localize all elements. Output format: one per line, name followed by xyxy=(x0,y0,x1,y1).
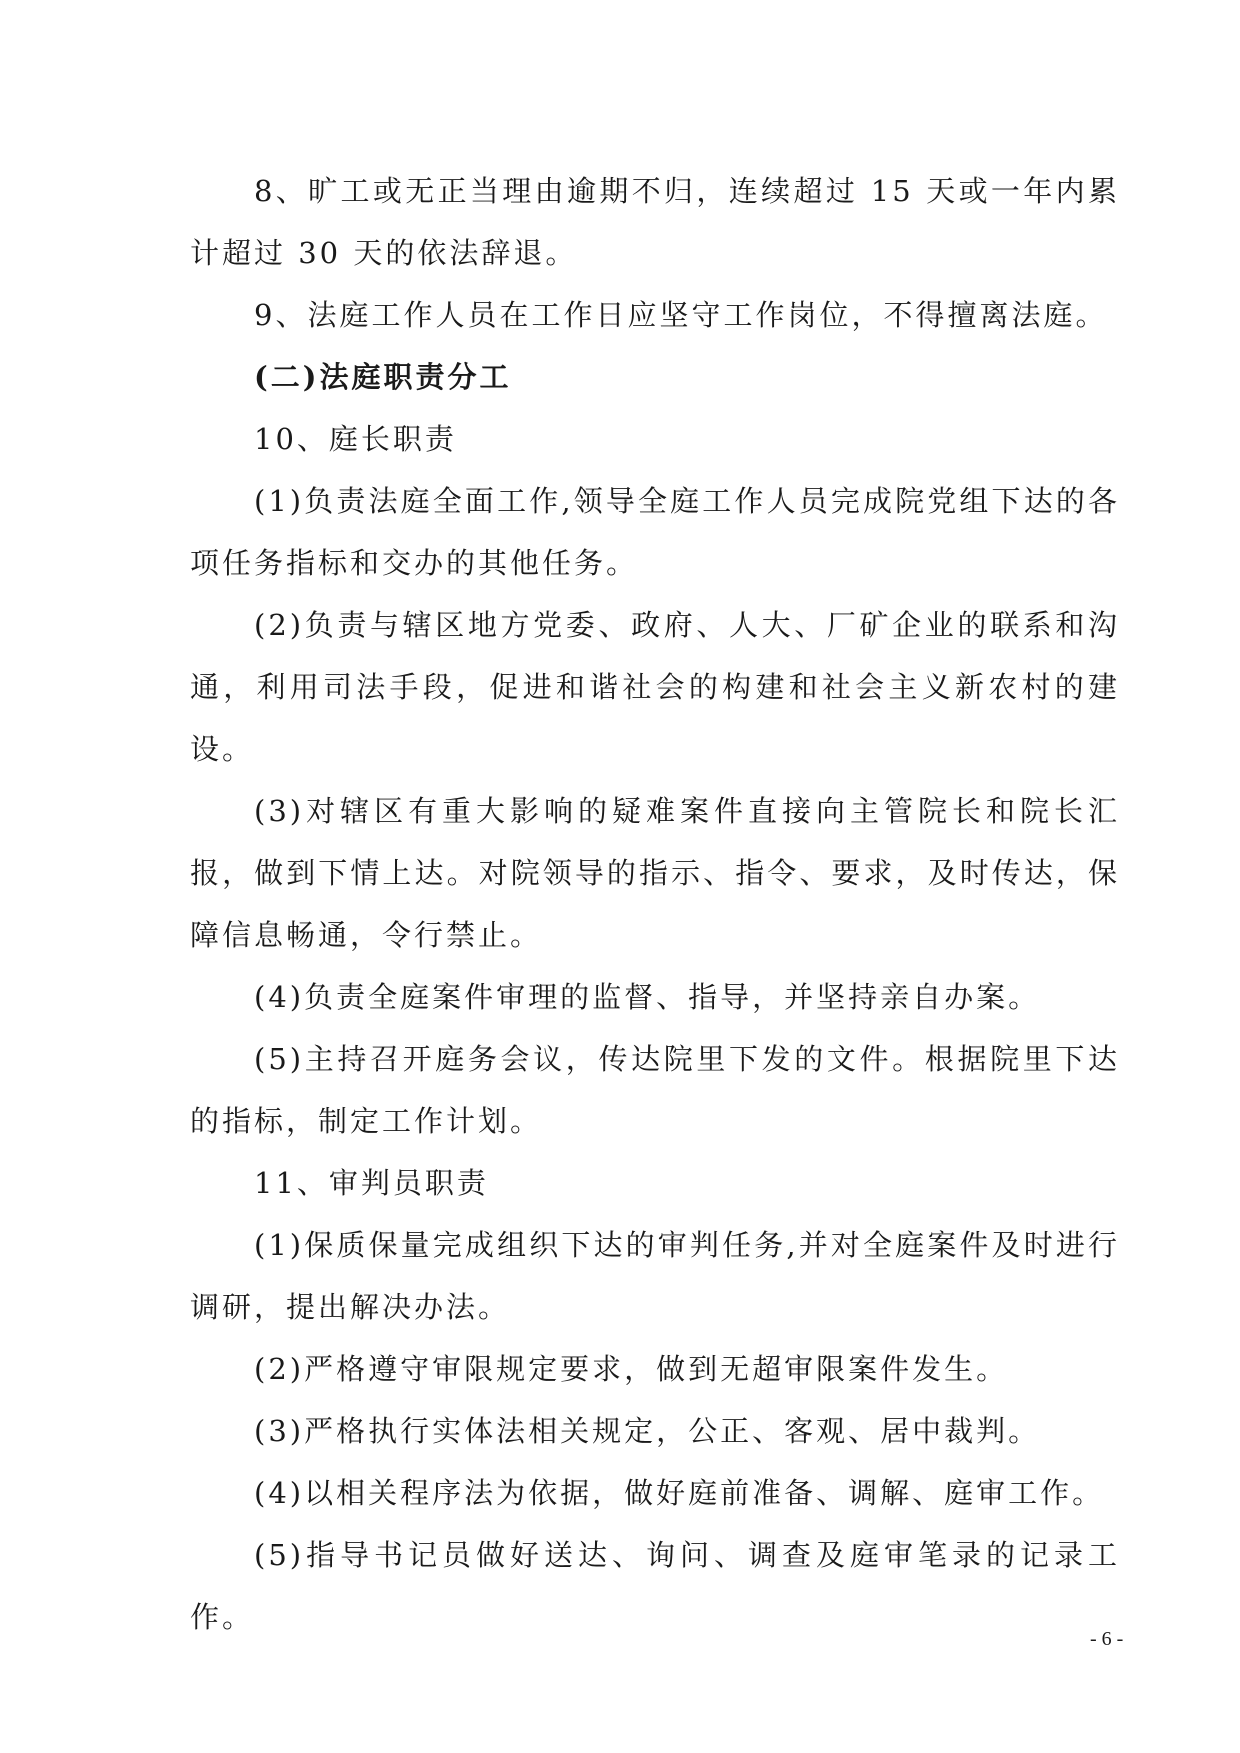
list-item: (3)严格执行实体法相关规定，公正、客观、居中裁判。 xyxy=(254,1414,1041,1448)
list-item: (2)负责与辖区地方党委、政府、人大、厂矿企业的联系和沟通，利用司法手段，促进和谐社会的构建和社会主义新农村的建设。 xyxy=(190,608,1120,766)
section-heading: (二)法庭职责分工 xyxy=(254,360,512,394)
document-body xyxy=(190,160,1120,1648)
paragraph-item-8: 8、旷工或无正当理由逾期不归，连续超过 15 天或一年内累计超过 30 天的依法辞退。 xyxy=(190,174,1120,270)
list-item: (2)严格遵守审限规定要求，做到无超审限案件发生。 xyxy=(254,1352,1009,1386)
paragraph-item-9: 9、法庭工作人员在工作日应坚守工作岗位，不得擅离法庭。 xyxy=(254,298,1108,332)
list-item: (1)负责法庭全面工作,领导全庭工作人员完成院党组下达的各项任务指标和交办的其他任务。 xyxy=(190,484,1120,580)
list-item: (3)对辖区有重大影响的疑难案件直接向主管院长和院长汇报，做到下情上达。对院领导的指示、指令、要求，及时传达，保障信息畅通，令行禁止。 xyxy=(190,794,1120,952)
list-item: (5)主持召开庭务会议，传达院里下发的文件。根据院里下达的指标，制定工作计划。 xyxy=(190,1042,1120,1138)
subsection-title-chief-judge: 10、庭长职责 xyxy=(254,422,457,456)
list-item: (5)指导书记员做好送达、询问、调查及庭审笔录的记录工作。 xyxy=(190,1538,1120,1634)
list-item: (4)以相关程序法为依据，做好庭前准备、调解、庭审工作。 xyxy=(254,1476,1105,1510)
list-item: (1)保质保量完成组织下达的审判任务,并对全庭案件及时进行调研，提出解决办法。 xyxy=(190,1228,1120,1324)
page-number: - 6 - xyxy=(1090,1628,1124,1650)
list-item: (4)负责全庭案件审理的监督、指导，并坚持亲自办案。 xyxy=(254,980,1041,1014)
subsection-title-judge: 11、审判员职责 xyxy=(254,1166,489,1200)
